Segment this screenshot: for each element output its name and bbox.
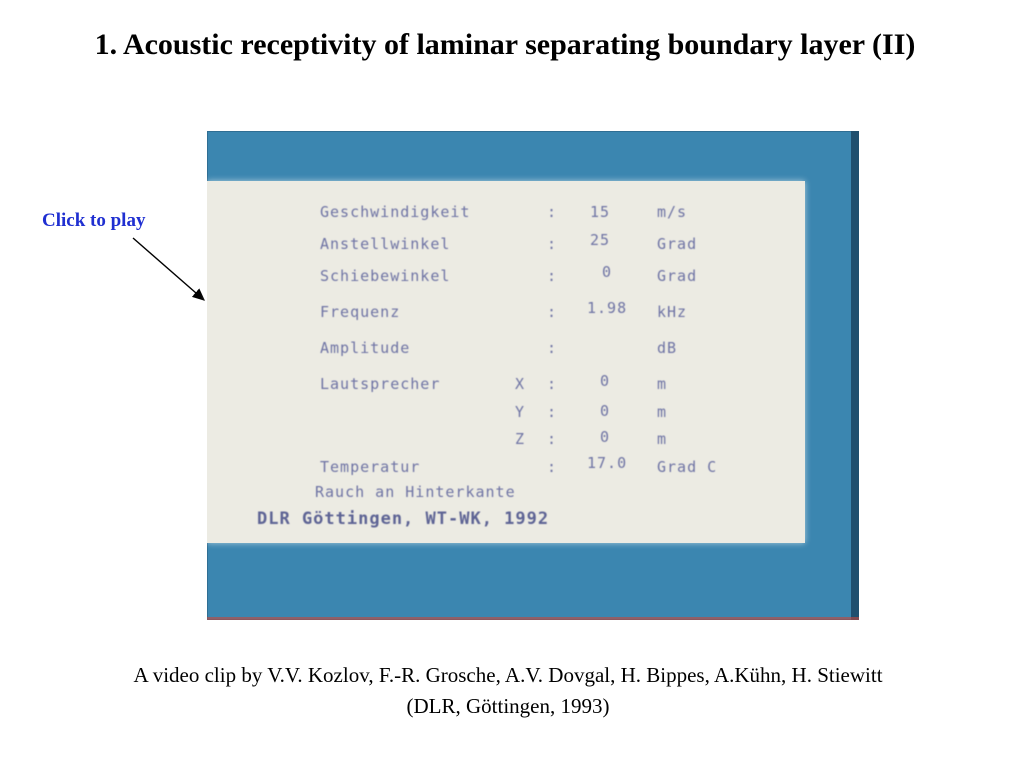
- param-unit: Grad: [657, 235, 698, 253]
- param-axis: Y: [515, 403, 526, 421]
- param-unit: m/s: [657, 203, 688, 221]
- param-label: Temperatur: [320, 458, 421, 476]
- caption-authors: A video clip by V.V. Kozlov, F.-R. Grosche, A.V. Dovgal, H. Bippes, A.Kühn, H. Stiewitt: [133, 663, 883, 687]
- param-value: 0: [600, 402, 611, 420]
- param-colon: :: [547, 203, 558, 221]
- click-to-play-link[interactable]: Click to play: [42, 210, 146, 231]
- param-value: 0: [600, 372, 611, 390]
- param-colon: :: [547, 403, 558, 421]
- param-label: Lautsprecher: [320, 375, 441, 393]
- param-unit: m: [657, 430, 668, 448]
- param-colon: :: [547, 235, 558, 253]
- param-label: Amplitude: [320, 339, 411, 357]
- video-player[interactable]: [207, 131, 859, 620]
- param-axis: X: [515, 375, 526, 393]
- video-note: Rauch an Hinterkante: [315, 483, 516, 501]
- param-colon: :: [547, 339, 558, 357]
- param-unit: dB: [657, 339, 678, 357]
- param-unit: kHz: [657, 303, 688, 321]
- param-axis: Z: [515, 430, 526, 448]
- param-colon: :: [547, 430, 558, 448]
- caption-source: (DLR, Göttingen, 1993): [406, 694, 610, 718]
- param-colon: :: [547, 458, 558, 476]
- slide-title: 1. Acoustic receptivity of laminar separating boundary layer (II): [94, 28, 916, 61]
- param-label: Anstellwinkel: [320, 235, 451, 253]
- param-unit: Grad: [657, 267, 698, 285]
- param-colon: :: [547, 303, 558, 321]
- param-value: 15: [590, 203, 611, 221]
- param-label: Frequenz: [320, 303, 401, 321]
- param-unit: Grad C: [657, 458, 718, 476]
- param-colon: :: [547, 375, 558, 393]
- param-label: Schiebewinkel: [320, 267, 451, 285]
- param-value: 0: [602, 263, 613, 281]
- caption: [0, 660, 1016, 722]
- param-colon: :: [547, 267, 558, 285]
- video-edge: [851, 131, 859, 620]
- video-frame-still: [207, 181, 805, 543]
- param-value: 0: [600, 428, 611, 446]
- param-value: 25: [590, 231, 611, 249]
- video-footer: DLR Göttingen, WT-WK, 1992: [257, 509, 550, 529]
- video-edge-bottom: [207, 617, 859, 620]
- param-unit: m: [657, 403, 668, 421]
- param-label: Geschwindigkeit: [320, 203, 471, 221]
- param-value: 17.0: [587, 454, 628, 472]
- param-unit: m: [657, 375, 668, 393]
- param-value: 1.98: [587, 299, 628, 317]
